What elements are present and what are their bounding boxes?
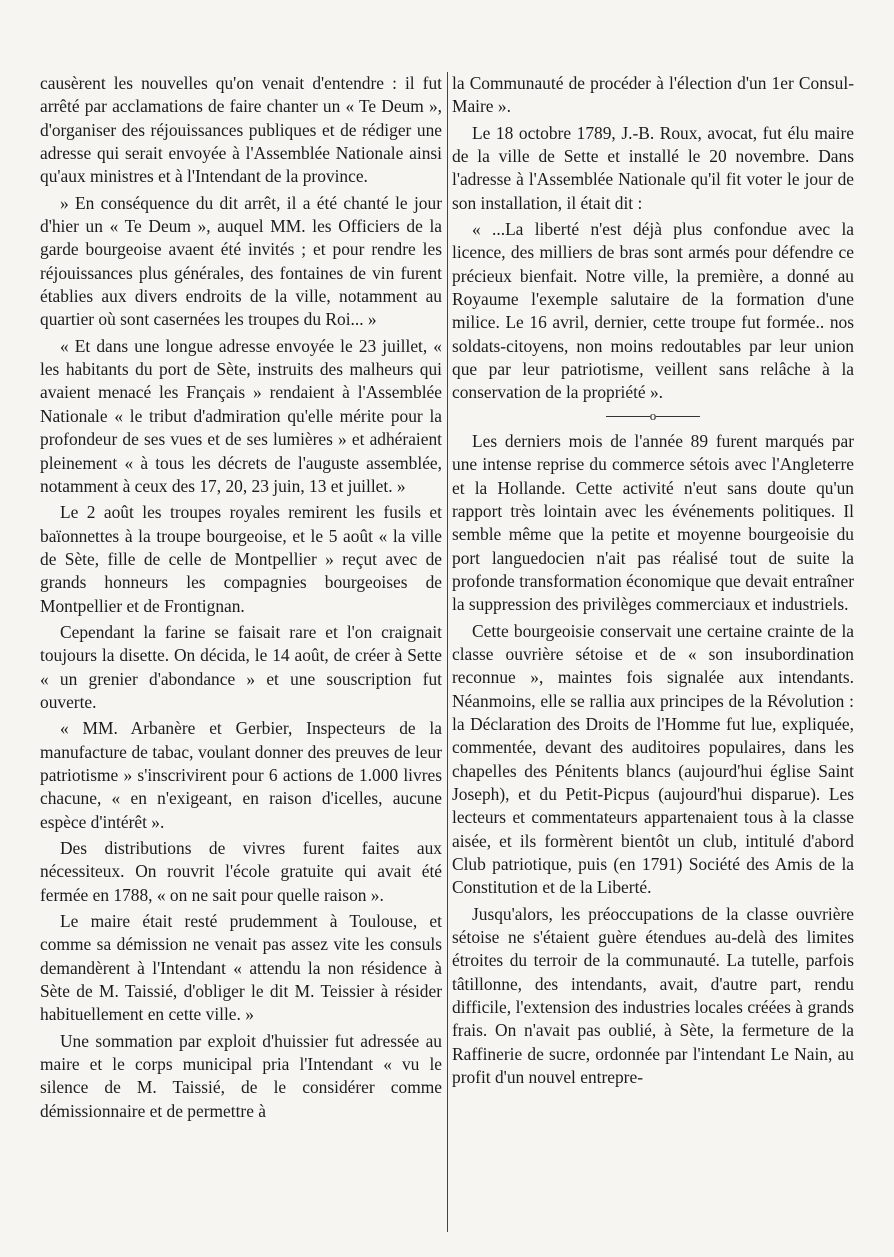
separator-mark: o: [649, 407, 657, 423]
paragraph: Les derniers mois de l'année 89 furent marqués par une intense reprise du commerce sétois avec l'Angleterre et la Hollande. Cette activité n'eut sans doute qu'un rapport très lointain avec les événements politiques. Il semble même que la petite et moyenne bourgeoisie du port languedocien n'ait pas réalisé tout de suite la profonde transformation économique que devait entraîner la suppression des privilèges commerciaux et industriels.: [452, 430, 854, 615]
paragraph: la Communauté de procéder à l'élection d'un 1er Consul-Maire ».: [452, 73, 854, 117]
paragraph: « Et dans une longue adresse envoyée le 23 juillet, « les habitants du port de Sète, instruits des malheurs qui avaient menacé les Français » rendaient à l'Assemblée Nationale « le tribut d'admiration qu'elle mérite pour la profondeur de ses vues et de ses lumières » et adhéraient pleinement « à tous les décrets de l'auguste assemblée, notamment à ceux des 17, 20, 23 juin, 13 et juillet. »: [40, 335, 442, 496]
paragraph: Le maire était resté prudemment à Toulouse, et comme sa démission ne venait pas assez vite les consuls demandèrent à l'Intendant « attendu la non résidence à Sète de M. Taissié, d'obliger le dit M. Teissier à résider habituellement en cette ville. »: [40, 911, 442, 1025]
separator-line-left: [606, 416, 650, 417]
paragraph: Cependant la farine se faisait rare et l'on craignait toujours la disette. On décida, le 14 août, de créer à Sette « un grenier d'abondance » et une souscription fut ouverte.: [40, 621, 442, 712]
paragraph: Des distributions de vivres furent faites aux nécessiteux. On rouvrit l'école gratuite qui avait été fermée en 1788, « on ne sait pour quelle raison ».: [40, 838, 442, 905]
section-separator: [452, 408, 854, 424]
paragraph: Jusqu'alors, les préoccupations de la classe ouvrière sétoise ne s'étaient guère étendues au-delà des limites étroites du terroir de la communauté. La tutelle, parfois tâtillonne, des intendants, avait, d'autre part, rendu difficile, l'extension des industries locales créées à grands frais. On n'avait pas oublié, à Sète, la fermeture de la Raffinerie de sucre, ordonnée par l'intendant Le Nain, au profit d'un nouvel entrepre-: [452, 903, 854, 1088]
paragraph: Une sommation par exploit d'huissier fut adressée au maire et le corps municipal pria l'Intendant « vu le silence de M. Taissié, de le considérer comme démissionnaire et de permettre à: [40, 1030, 442, 1121]
separator-line-right: [656, 416, 700, 417]
paragraph: causèrent les nouvelles qu'on venait d'entendre : il fut arrêté par acclamations de faire chanter un « Te Deum », d'organiser des réjouissances publiques et de rédiger une adresse qui serait envoyée à l'Assemblée Nationale ainsi qu'aux ministres et à l'Intendant de la province.: [40, 73, 442, 187]
column-divider: [447, 72, 448, 1232]
paragraph: Cette bourgeoisie conservait une certaine crainte de la classe ouvrière sétoise et de « son insubordination reconnue », maintes fois signalée aux intendants. Néanmoins, elle se rallia aux principes de la Révolution : la Déclaration des Droits de l'Homme fut lue, expliquée, commentée, devant des auditoires populaires, dans les chapelles des Pénitents blancs (aujourd'hui église Saint Joseph), et du Petit-Picpus (aujourd'hui disparue). Les lecteurs et commentateurs appartenaient tous à la classe aisée, et ils formèrent bientôt un club, intitulé d'abord Club patriotique, puis (en 1791) Société des Amis de la Constitution et de la Liberté.: [452, 620, 854, 898]
paragraph: « ...La liberté n'est déjà plus confondue avec la licence, des milliers de bras sont armés pour défendre ce précieux bienfait. Notre ville, la première, a donné au Royaume l'exemple salutaire de la formation d'une milice. Le 16 avril, dernier, cette troupe fut formée.. nos soldats-citoyens, non moins redoutables par leur union que par leur patriotisme, veillent sans relâche à la conservation de la propriété ».: [452, 219, 854, 403]
paragraph: Le 18 octobre 1789, J.-B. Roux, avocat, fut élu maire de la ville de Sette et installé le 20 novembre. Dans l'adresse à l'Assemblée Nationale qu'il fit voter le jour de son installation, il était dit :: [452, 122, 854, 213]
paragraph: Le 2 août les troupes royales remirent les fusils et baïonnettes à la troupe bourgeoise, et le 5 août « la ville de Sète, fille de celle de Montpellier » reçut avec de grands honneurs les compagnies bourgeoises de Montpellier et de Frontignan.: [40, 502, 442, 616]
paragraph: » En conséquence du dit arrêt, il a été chanté le jour d'hier un « Te Deum », auquel MM. les Officiers de la garde bourgeoise avaent été invités ; et pour rendre les réjouissances plus générales, des fontaines de vin furent établies aux divers endroits de la ville, notamment au quartier où sont casernées les troupes du Roi... »: [40, 192, 442, 330]
paragraph: « MM. Arbanère et Gerbier, Inspecteurs de la manufacture de tabac, voulant donner des preuves de leur patriotisme » s'inscrivirent pour 6 actions de 1.000 livres chacune, « en n'exigeant, en raison d'icelles, aucune espèce d'intérêt ».: [40, 718, 442, 832]
right-column: [452, 72, 854, 1092]
left-column: [40, 72, 442, 1126]
